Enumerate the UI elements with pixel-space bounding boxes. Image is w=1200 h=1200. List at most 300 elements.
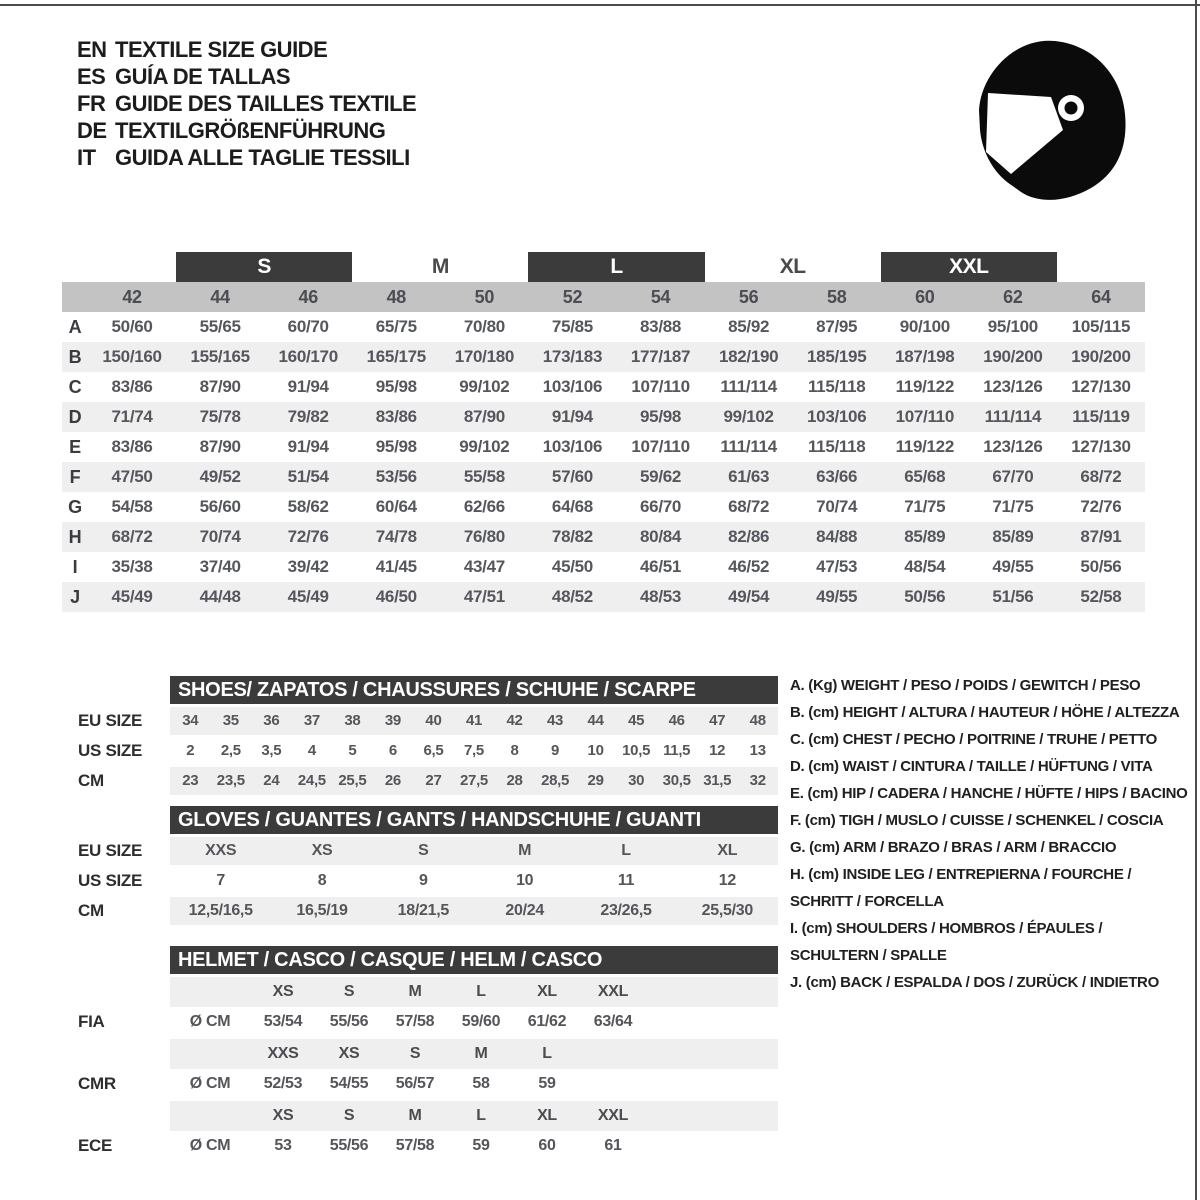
measurement-cell: 35/38 [111, 557, 153, 576]
measurement-cell: 127/130 [1071, 437, 1131, 456]
measurement-cell: 68/72 [728, 497, 770, 516]
language-code: FR [77, 91, 106, 116]
measurement-cell: 190/200 [983, 347, 1043, 366]
size-scale-bar [62, 282, 1145, 312]
helmet-size-label: XXL [597, 1107, 629, 1124]
helmet-value-cell: 61/62 [527, 1013, 567, 1030]
size-value-cell: 12 [718, 872, 736, 889]
measurement-cell: 50/56 [904, 587, 946, 606]
row-letter: C [68, 377, 82, 397]
measurement-cell: 87/91 [1080, 527, 1122, 546]
measurement-cell: 74/78 [375, 527, 417, 546]
measurement-cell: 46/52 [728, 557, 770, 576]
row-letter: J [70, 587, 80, 607]
measurement-cell: 123/126 [983, 437, 1043, 456]
measurement-cell: 64/68 [551, 497, 593, 516]
helmet-size-label-row [78, 1101, 778, 1131]
measurement-row [62, 462, 1145, 492]
measurement-cell: 119/122 [895, 437, 954, 456]
size-row [78, 737, 778, 765]
measurement-cell: 75/78 [199, 407, 241, 426]
helmet-size-labels [170, 1101, 778, 1131]
language-row [77, 63, 416, 90]
helmet-standard-blocks [78, 977, 778, 1161]
helmet-standard-label: FIA [78, 1012, 105, 1031]
size-value-cell: 23,5 [216, 772, 245, 789]
size-tick: 44 [210, 287, 230, 307]
measurement-row [62, 522, 1145, 552]
helmet-size-label: XL [537, 1107, 557, 1124]
measurement-cell: 95/98 [640, 407, 682, 426]
size-value-cell: 9 [551, 742, 560, 759]
measurement-cell: 65/75 [375, 317, 417, 336]
measurement-cell: 160/170 [278, 347, 338, 366]
measurement-cell: 190/200 [1071, 347, 1131, 366]
gloves-rows [78, 837, 778, 925]
measurement-cell: 177/187 [630, 347, 691, 366]
size-value-cell: 18/21,5 [397, 902, 449, 919]
measurement-row [62, 312, 1145, 342]
language-title: GUIDA ALLE TAGLIE TESSILI [115, 145, 410, 170]
measurement-cell: 107/110 [631, 377, 690, 396]
helmet-value-cell: 59 [538, 1075, 556, 1092]
measurement-cell: 66/70 [640, 497, 682, 516]
measurement-cell: 50/60 [111, 317, 153, 336]
measurement-cell: 60/64 [375, 497, 417, 516]
measurement-cell: 47/51 [463, 587, 505, 606]
helmet-value-row [78, 1131, 778, 1161]
legend-item: C. (cm) CHEST / PECHO / POITRINE / TRUHE / PETTO [790, 731, 1158, 748]
helmet-size-label: XXS [267, 1045, 299, 1062]
size-row-values [170, 867, 778, 895]
measurement-row [62, 402, 1145, 432]
size-value-cell: 20/24 [505, 902, 544, 919]
size-value-cell: XL [717, 842, 738, 859]
measurement-cell: 75/85 [551, 317, 593, 336]
measurement-cell: 37/40 [199, 557, 241, 576]
size-value-cell: 16,5/19 [296, 902, 348, 919]
size-row-values [170, 707, 778, 735]
measurement-cell: 91/94 [287, 377, 329, 396]
language-code: IT [77, 145, 96, 170]
size-tick: 64 [1091, 287, 1111, 307]
helmet-values [170, 1069, 778, 1099]
helmet-value-cell: 53/54 [263, 1013, 303, 1030]
measurement-cell: 67/70 [992, 467, 1034, 486]
measurement-cell: 57/60 [551, 467, 593, 486]
size-value-cell: 28 [506, 772, 523, 789]
size-value-cell: 7 [216, 872, 225, 889]
measurement-cell: 84/88 [816, 527, 858, 546]
measurement-cell: 83/86 [111, 377, 153, 396]
measurement-cell: 111/114 [720, 437, 777, 456]
size-value-cell: 10,5 [622, 742, 651, 759]
size-value-cell: 12,5/16,5 [188, 902, 253, 919]
size-value-cell: 30,5 [662, 772, 691, 789]
legend-item: I. (cm) SHOULDERS / HOMBROS / ÉPAULES / SCHULTERN / SPALLE [790, 920, 1103, 964]
measurement-cell: 43/47 [463, 557, 505, 576]
measurement-cell: 71/74 [111, 407, 153, 426]
size-group-cell: S [176, 252, 352, 282]
size-value-cell: M [518, 842, 532, 859]
size-value-cell: 30 [628, 772, 645, 789]
size-tick: 52 [562, 287, 583, 307]
size-row [78, 837, 778, 865]
measurement-cell: 87/95 [816, 317, 858, 336]
gloves-title-bar: GLOVES / GUANTES / GANTS / HANDSCHUHE / GUANTI [170, 806, 778, 834]
size-tick: 62 [1003, 287, 1023, 307]
size-row [78, 867, 778, 895]
helmet-value-cell: 53 [274, 1137, 292, 1154]
size-tick: 60 [915, 287, 935, 307]
measurement-cell: 185/195 [807, 347, 867, 366]
measurement-cell: 48/52 [551, 587, 593, 606]
size-value-cell: 44 [587, 712, 604, 729]
size-value-cell: 47 [709, 712, 726, 729]
measurement-cell: 51/54 [287, 467, 329, 486]
legend-item: J. (cm) BACK / ESPALDA / DOS / ZURÜCK / INDIETRO [790, 974, 1159, 991]
measurement-cell: 87/90 [463, 407, 505, 426]
helmet-values [170, 1007, 778, 1037]
size-value-cell: 24,5 [297, 772, 326, 789]
legend-item: G. (cm) ARM / BRAZO / BRAS / ARM / BRACCIO [790, 839, 1117, 856]
helmet-icon [975, 38, 1130, 211]
legend-item: A. (Kg) WEIGHT / PESO / POIDS / GEWITCH / PESO [790, 677, 1141, 694]
helmet-value-cell: 54/55 [329, 1075, 369, 1092]
size-value-cell: 25,5 [338, 772, 367, 789]
measurement-cell: 51/56 [992, 587, 1034, 606]
legend-item: F. (cm) TIGH / MUSLO / CUISSE / SCHENKEL / COSCIA [790, 812, 1164, 829]
language-title: GUÍA DE TALLAS [115, 64, 291, 89]
size-row-label: EU SIZE [78, 711, 143, 730]
size-value-cell: 27 [425, 772, 442, 789]
row-letter: B [68, 347, 82, 367]
helmet-value-cell: 52/53 [263, 1075, 303, 1092]
size-value-cell: 23 [182, 772, 199, 789]
measurement-cell: 41/45 [375, 557, 417, 576]
measurement-cell: 90/100 [899, 317, 950, 336]
helmet-size-label: M [408, 1107, 422, 1124]
size-value-cell: 3,5 [261, 742, 282, 759]
measurement-cell: 39/42 [287, 557, 329, 576]
size-value-cell: 4 [307, 742, 316, 759]
size-value-cell: 2,5 [220, 742, 241, 759]
legend-item: E. (cm) HIP / CADERA / HANCHE / HÜFTE / HIPS / BACINO [790, 785, 1188, 802]
measurement-cell: 107/110 [631, 437, 690, 456]
legend-item: B. (cm) HEIGHT / ALTURA / HAUTEUR / HÖHE / ALTEZZA [790, 704, 1180, 721]
size-value-cell: 25,5/30 [701, 902, 753, 919]
measurement-cell: 45/49 [287, 587, 329, 606]
helmet-value-cell: 55/56 [329, 1013, 369, 1030]
measurement-cell: 82/86 [728, 527, 770, 546]
measurement-cell: 59/62 [640, 467, 682, 486]
measurement-cell: 95/100 [987, 317, 1038, 336]
size-value-cell: 13 [749, 742, 766, 759]
size-tick: 58 [826, 287, 847, 307]
size-row-label: US SIZE [78, 871, 143, 890]
size-value-cell: 48 [749, 712, 766, 729]
measurement-cell: 105/115 [1071, 317, 1131, 336]
row-letter: G [68, 497, 82, 517]
size-value-cell: 32 [749, 772, 766, 789]
measurement-cell: 103/106 [542, 437, 603, 456]
measurement-cell: 103/106 [542, 377, 603, 396]
helmet-standard-label-spacer [78, 1101, 170, 1131]
measurement-cell: 55/58 [463, 467, 505, 486]
size-value-cell: 37 [303, 712, 320, 729]
measurement-cell: 155/165 [190, 347, 250, 366]
size-row [78, 767, 778, 795]
size-row [78, 897, 778, 925]
size-value-cell: 40 [425, 712, 442, 729]
size-value-cell: 7,5 [464, 742, 484, 759]
measurement-cell: 150/160 [102, 347, 162, 366]
measurement-cell: 48/54 [904, 557, 946, 576]
size-value-cell: 26 [384, 772, 401, 789]
measurement-cell: 54/58 [111, 497, 153, 516]
helmet-size-label: L [476, 1107, 486, 1124]
measurement-row [62, 432, 1145, 462]
size-value-cell: 45 [628, 712, 645, 729]
measurement-cell: 87/90 [199, 437, 241, 456]
helmet-standard-label-spacer [78, 1039, 170, 1069]
size-value-cell: 27,5 [459, 772, 488, 789]
measurement-row [62, 342, 1145, 372]
size-row-values [170, 737, 778, 765]
measurement-cell: 49/55 [816, 587, 858, 606]
size-value-cell: 10 [516, 872, 534, 889]
size-value-cell: 38 [344, 712, 361, 729]
size-value-cell: 42 [506, 712, 523, 729]
measurement-row [62, 372, 1145, 402]
language-row [77, 90, 416, 117]
measurement-cell: 71/75 [992, 497, 1034, 516]
measurement-cell: 68/72 [1080, 467, 1122, 486]
helmet-value-cell: 60 [538, 1137, 556, 1154]
size-value-cell: 6,5 [423, 742, 444, 759]
helmet-standard-label-spacer [78, 977, 170, 1007]
size-value-cell: 29 [587, 772, 604, 789]
size-value-cell: 10 [587, 742, 604, 759]
row-letter: D [68, 407, 82, 427]
helmet-standard-block [78, 1039, 778, 1099]
size-value-cell: 5 [348, 742, 357, 759]
measurement-cell: 103/106 [807, 407, 867, 426]
textile-size-table [62, 250, 1145, 612]
legend-item: H. (cm) INSIDE LEG / ENTREPIERNA / FOURCHE / SCHRITT / FORCELLA [790, 866, 1132, 910]
measurement-cell: 91/94 [287, 437, 329, 456]
helmet-size-label: L [542, 1045, 552, 1062]
helmet-size-label: L [476, 983, 486, 1000]
measurement-legend [790, 672, 1194, 996]
size-group-cell: L [528, 252, 704, 282]
helmet-value-cell: 56/57 [395, 1075, 435, 1092]
measurement-cell: 173/183 [542, 347, 603, 366]
row-letter: F [69, 467, 81, 487]
measurement-cell: 87/90 [199, 377, 241, 396]
size-group-cell: XXL [881, 252, 1057, 282]
language-list [77, 36, 416, 171]
helmet-title-bar: HELMET / CASCO / CASQUE / HELM / CASCO [170, 946, 778, 974]
measurement-cell: 85/92 [728, 317, 770, 336]
diameter-unit-label: Ø CM [189, 1075, 231, 1092]
helmet-section [78, 946, 778, 1163]
measurement-cell: 62/66 [463, 497, 505, 516]
measurement-row [62, 492, 1145, 522]
helmet-size-label: XS [272, 1107, 294, 1124]
size-value-cell: 12 [709, 742, 726, 759]
size-row-label: EU SIZE [78, 841, 143, 860]
measurement-cell: 79/82 [287, 407, 329, 426]
measurement-cell: 115/118 [807, 437, 866, 456]
language-title: TEXTILE SIZE GUIDE [115, 37, 328, 62]
helmet-size-label: XXL [597, 983, 629, 1000]
measurement-cell: 70/74 [199, 527, 241, 546]
helmet-size-label: S [343, 983, 355, 1000]
size-value-cell: 46 [668, 712, 685, 729]
size-value-cell: 24 [263, 772, 280, 789]
shoes-section [78, 676, 778, 797]
measurement-cell: 85/89 [904, 527, 946, 546]
measurement-cell: 46/50 [375, 587, 417, 606]
helmet-size-label: S [409, 1045, 421, 1062]
measurement-cell: 83/88 [640, 317, 682, 336]
helmet-size-labels [170, 977, 778, 1007]
measurement-cell: 80/84 [640, 527, 682, 546]
helmet-size-label: S [343, 1107, 355, 1124]
size-value-cell: 39 [384, 712, 401, 729]
shoes-title-bar: SHOES/ ZAPATOS / CHAUSSURES / SCHUHE / SCARPE [170, 676, 778, 704]
helmet-values [170, 1131, 778, 1161]
legend-item: D. (cm) WAIST / CINTURA / TAILLE / HÜFTUNG / VITA [790, 758, 1153, 775]
measurement-cell: 44/48 [199, 587, 241, 606]
size-tick: 48 [386, 287, 406, 307]
size-row-label: CM [78, 901, 104, 920]
measurement-cell: 55/65 [199, 317, 241, 336]
measurement-cell: 58/62 [287, 497, 329, 516]
helmet-standard-label: ECE [78, 1136, 113, 1155]
measurement-cell: 70/74 [816, 497, 858, 516]
helmet-value-cell: 58 [472, 1075, 490, 1092]
measurement-cell: 115/119 [1072, 407, 1130, 426]
measurement-rows [62, 312, 1145, 612]
helmet-value-cell: 59 [472, 1137, 490, 1154]
measurement-cell: 111/114 [720, 377, 777, 396]
row-letter: I [72, 557, 78, 577]
size-value-cell: S [418, 842, 429, 859]
helmet-size-label-row [78, 977, 778, 1007]
size-value-cell: 6 [388, 742, 397, 759]
measurement-cell: 170/180 [454, 347, 515, 366]
size-row-label: CM [78, 771, 104, 790]
row-letter: E [69, 437, 81, 457]
measurement-cell: 182/190 [718, 347, 779, 366]
diameter-label-spacer [170, 1101, 250, 1131]
diameter-label-spacer [170, 1039, 250, 1069]
measurement-cell: 70/80 [463, 317, 505, 336]
size-scale-spacer [62, 282, 88, 312]
size-value-cell: 11,5 [663, 742, 691, 759]
measurement-cell: 83/86 [111, 437, 153, 456]
measurement-cell: 115/118 [807, 377, 866, 396]
top-border-line [0, 4, 1200, 6]
measurement-cell: 50/56 [1080, 557, 1122, 576]
right-border-line [1195, 0, 1197, 1200]
size-tick: 50 [474, 287, 495, 307]
size-value-cell: 23/26,5 [600, 902, 652, 919]
size-value-cell: 8 [510, 742, 519, 759]
helmet-standard-label: CMR [78, 1074, 116, 1093]
helmet-size-label: M [474, 1045, 488, 1062]
helmet-value-row [78, 1007, 778, 1037]
measurement-cell: 47/53 [816, 557, 858, 576]
size-value-cell: XS [311, 842, 333, 859]
helmet-value-cell: 63/64 [593, 1013, 633, 1030]
language-row [77, 117, 416, 144]
measurement-cell: 49/55 [992, 557, 1034, 576]
measurement-cell: 45/50 [551, 557, 593, 576]
measurement-cell: 63/66 [816, 467, 858, 486]
size-group-cell: M [431, 255, 449, 278]
size-value-cell: XXS [205, 842, 237, 859]
measurement-cell: 52/58 [1080, 587, 1122, 606]
measurement-cell: 127/130 [1071, 377, 1131, 396]
size-value-cell: L [621, 842, 631, 859]
size-row-label: US SIZE [78, 741, 143, 760]
measurement-row [62, 582, 1145, 612]
shoes-rows [78, 707, 778, 795]
helmet-value-cell: 59/60 [461, 1013, 501, 1030]
size-value-cell: 11 [617, 872, 635, 889]
measurement-cell: 123/126 [983, 377, 1043, 396]
size-group-row [62, 250, 1145, 282]
measurement-cell: 72/76 [287, 527, 329, 546]
row-letter: A [68, 317, 82, 337]
diameter-label-spacer [170, 977, 250, 1007]
measurement-cell: 107/110 [895, 407, 954, 426]
size-tick: 54 [650, 287, 671, 307]
measurement-cell: 47/50 [111, 467, 153, 486]
row-letter: H [68, 527, 82, 547]
measurement-cell: 111/114 [984, 407, 1042, 426]
measurement-cell: 95/98 [375, 377, 417, 396]
measurement-cell: 53/56 [375, 467, 417, 486]
measurement-cell: 99/102 [723, 407, 774, 426]
helmet-size-label: M [408, 983, 422, 1000]
helmet-value-row [78, 1069, 778, 1099]
measurement-cell: 99/102 [459, 377, 510, 396]
size-row-values [170, 897, 778, 925]
measurement-cell: 49/52 [199, 467, 241, 486]
language-code: EN [77, 37, 107, 62]
measurement-cell: 68/72 [111, 527, 153, 546]
size-value-cell: 41 [465, 712, 483, 729]
gloves-section [78, 806, 778, 927]
helmet-standard-block [78, 977, 778, 1037]
size-row-values [170, 837, 778, 865]
helmet-size-label: XL [537, 983, 557, 1000]
measurement-cell: 95/98 [375, 437, 417, 456]
measurement-cell: 99/102 [459, 437, 510, 456]
size-value-cell: 2 [186, 742, 195, 759]
measurement-cell: 72/76 [1080, 497, 1122, 516]
size-value-cell: 36 [263, 712, 280, 729]
measurement-cell: 187/198 [895, 347, 955, 366]
language-row [77, 144, 416, 171]
measurement-cell: 119/122 [895, 377, 954, 396]
measurement-cell: 48/53 [640, 587, 682, 606]
size-row-values [170, 767, 778, 795]
